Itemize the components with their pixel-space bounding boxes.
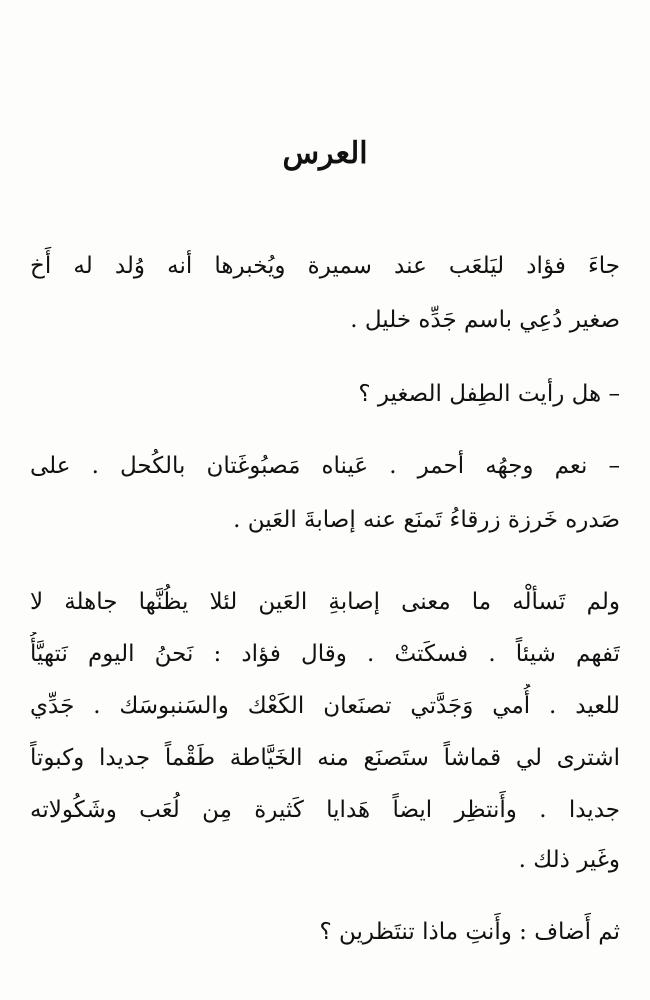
paragraph-1-line-2: صغير دُعِي باسم جَدِّه خليل . xyxy=(350,307,620,333)
paragraph-4-line-5: جديدا . وأَنتظِر ايضاً هَدايا كَثيرة مِن لُعَب وشَكُولاته xyxy=(30,797,620,823)
paragraph-5-line-1: ثم أَضاف : وأَنتِ ماذا تنتَظرين ؟ xyxy=(319,919,620,945)
paragraph-4-line-1: ولم تَسألْه ما معنى إصابةِ العَين لئلا يظُنَّها جاهلة لا xyxy=(30,589,620,615)
paragraph-3-line-1: – نعم وجهُه أحمر . عَيناه مَصبُوغَتان بالكُحل . على xyxy=(30,453,620,479)
page-title: العرس xyxy=(282,136,368,171)
paragraph-4-line-4: اشترى لي قماشاً ستَصنَع منه الخَيَّاطة طَقْماً جديدا وكبوتاً xyxy=(30,745,620,771)
paragraph-4-line-6: وغَير ذلك . xyxy=(518,847,620,873)
paragraph-2-line-1: – هل رأيت الطِفل الصغير ؟ xyxy=(358,381,620,407)
paragraph-4-line-3: للعيد . أُمي وَجَدَّتي تصنَعان الكَعْك والسَنبوسَك . جَدِّي xyxy=(30,693,620,719)
paragraph-4-line-2: تَفهم شيئاً . فسكَتتْ . وقال فؤاد : نَحنُ اليوم نَتهيَّأُ xyxy=(30,641,620,667)
paragraph-3-line-2: صَدره خَرزة زرقاءُ تَمنَع عنه إصابةَ العَين . xyxy=(233,507,620,533)
paragraph-1-line-1: جاءَ فؤاد ليَلعَب عند سميرة ويُخبرها أنه وُلد له أَخ xyxy=(30,253,620,279)
